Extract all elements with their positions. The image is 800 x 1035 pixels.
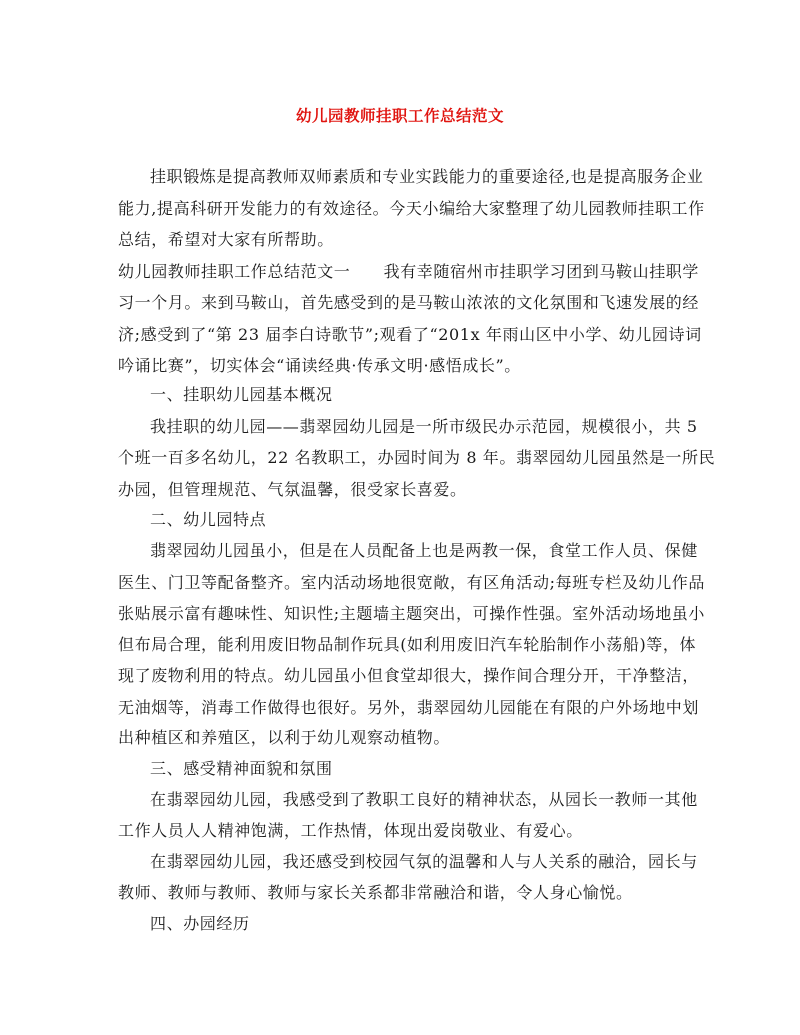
paragraph-line: 在翡翠园幼儿园，我感受到了教职工良好的精神状态，从园长一教师一其他 <box>150 790 698 809</box>
paragraph-line: 张贴展示富有趣味性、知识性;主题墙主题突出，可操作性强。室外活动场地虽小 <box>118 604 705 623</box>
paragraph-line: 办园，但管理规范、气氛温馨，很受家长喜爱。 <box>118 480 467 499</box>
document-title: 幼儿园教师挂职工作总结范文 <box>295 106 504 125</box>
paragraph-line: 医生、门卫等配备整齐。室内活动场地很宽敞，有区角活动;每班专栏及幼儿作品 <box>118 573 705 592</box>
section-heading: 三、感受精神面貌和氛围 <box>150 759 333 778</box>
paragraph-line: 总结，希望对大家有所帮助。 <box>118 230 334 249</box>
section-heading: 二、幼儿园特点 <box>150 510 267 529</box>
section-heading: 四、办园经历 <box>150 914 250 933</box>
paragraph-line: 个班一百多名幼儿，22 名教职工，办园时间为 8 年。翡翠园幼儿园虽然是一所民 <box>118 448 716 467</box>
paragraph-line: 无油烟等，消毒工作做得也很好。另外，翡翠园幼儿园能在有限的户外场地中划 <box>118 698 700 717</box>
paragraph-line: 教师、教师与教师、教师与家长关系都非常融洽和谐，令人身心愉悦。 <box>118 883 633 902</box>
paragraph-line: 但布局合理，能利用废旧物品制作玩具(如利用废旧汽车轮胎制作小荡船)等，体 <box>118 635 697 654</box>
paragraph-line: 在翡翠园幼儿园，我还感受到校园气氛的温馨和人与人关系的融洽，园长与 <box>150 852 698 871</box>
paragraph-line: 翡翠园幼儿园虽小，但是在人员配备上也是两教一保，食堂工作人员、保健 <box>150 541 698 560</box>
section-heading: 一、挂职幼儿园基本概况 <box>150 385 333 404</box>
paragraph-line: 出种植区和养殖区，以利于幼儿观察动植物。 <box>118 728 451 747</box>
paragraph-line: 现了废物利用的特点。幼儿园虽小但食堂却很大，操作间合理分开，干净整洁， <box>118 666 700 685</box>
paragraph-line: 幼儿园教师挂职工作总结范文一 我有幸随宿州市挂职学习团到马鞍山挂职学 <box>118 262 700 281</box>
paragraph-line: 我挂职的幼儿园——翡翠园幼儿园是一所市级民办示范园，规模很小，共 5 <box>150 417 698 436</box>
paragraph-line: 吟诵比赛”，切实体会“诵读经典·传承文明·感悟成长”。 <box>118 356 521 375</box>
paragraph-line: 挂职锻炼是提高教师双师素质和专业实践能力的重要途径,也是提高服务企业 <box>150 167 704 186</box>
paragraph-line: 能力,提高科研开发能力的有效途径。今天小编给大家整理了幼儿园教师挂职工作 <box>118 199 705 218</box>
paragraph-line: 济;感受到了“第 23 届李白诗歌节”;观看了“201x 年雨山区中小学、幼儿园诗词 <box>118 325 702 344</box>
paragraph-line: 工作人员人人精神饱满，工作热情，体现出爱岗敬业、有爱心。 <box>118 821 583 840</box>
paragraph-line: 习一个月。来到马鞍山，首先感受到的是马鞍山浓浓的文化氛围和飞速发展的经 <box>118 293 700 312</box>
